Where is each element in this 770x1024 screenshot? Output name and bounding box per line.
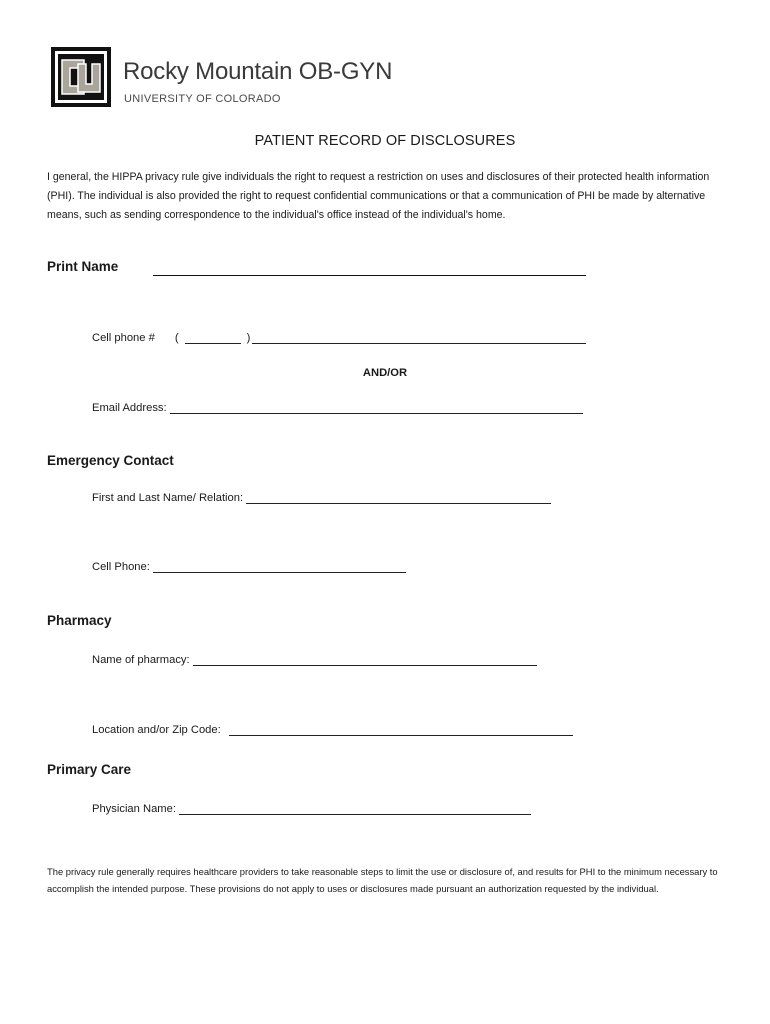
print-name-field[interactable] [153,275,586,276]
emergency-cell-label: Cell Phone: [92,561,150,573]
email-row [92,402,583,414]
pharmacy-location-label: Location and/or Zip Code: [92,724,221,736]
emergency-cell-row [92,561,406,573]
org-subtitle: UNIVERSITY OF COLORADO [124,93,281,105]
and-or-label: AND/OR [362,367,408,379]
intro-paragraph: I general, the HIPPA privacy rule give individuals the right to request a restriction on uses and disclosures of their protected health information (PHI). The individual is also provided the right to request confidential communications or that a communication of PHI be made by alternative means, such as sending correspondence to the individual's office instead of the individual's home. [47,171,710,221]
area-code-field[interactable] [185,333,241,344]
page-title: PATIENT RECORD OF DISCLOSURES [254,133,516,149]
print-name-label: Print Name [47,259,119,274]
paren-close: ) [246,332,251,344]
physician-label: Physician Name: [92,803,176,815]
email-field[interactable] [170,403,583,414]
emergency-contact-heading: Emergency Contact [47,453,174,468]
pharmacy-heading: Pharmacy [47,613,112,628]
pharmacy-name-label: Name of pharmacy: [92,654,190,666]
paren-open: ( [174,332,179,344]
pharmacy-location-field[interactable] [229,725,573,736]
footer-paragraph: The privacy rule generally requires healthcare providers to take reasonable steps to limit the use or disclosure of, and results for PHI to the minimum necessary to accomplish the intended purpose. These provisions do not apply to uses or disclosures made pursuant an authorization requested by the individual. [47,866,718,894]
cell-phone-field[interactable] [252,333,586,344]
org-name: Rocky Mountain OB-GYN [123,58,393,85]
email-label: Email Address: [92,402,167,414]
physician-row [92,803,531,815]
primary-care-heading: Primary Care [47,762,132,777]
cell-phone-label: Cell phone # [92,332,155,344]
emergency-name-field[interactable] [246,493,551,504]
physician-name-field[interactable] [179,804,531,815]
cell-phone-row [92,332,586,344]
pharmacy-location-row [92,724,573,736]
emergency-cell-field[interactable] [153,562,406,573]
emergency-name-row [92,492,551,504]
pharmacy-name-row [92,654,537,666]
emergency-name-label: First and Last Name/ Relation: [92,492,244,504]
pharmacy-name-field[interactable] [193,655,537,666]
cu-logo-icon [50,46,112,108]
